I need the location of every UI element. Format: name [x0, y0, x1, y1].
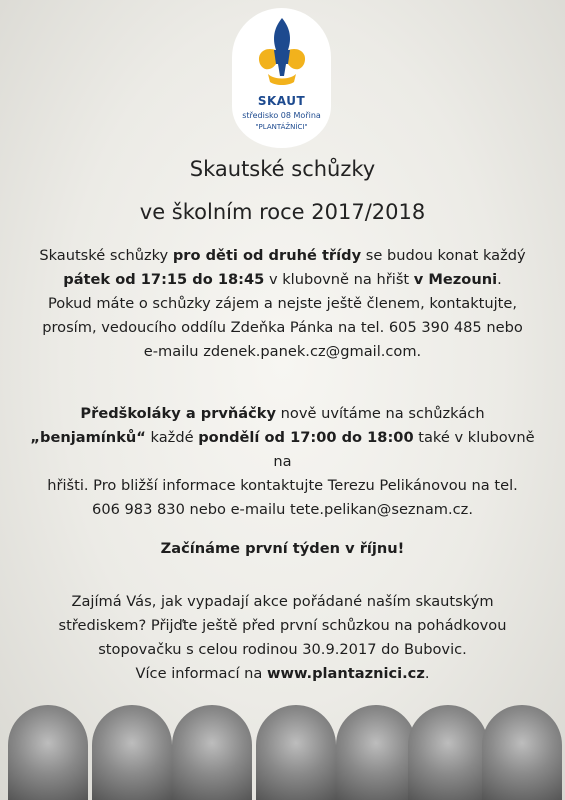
child-photo: [8, 705, 88, 800]
para4-line2: střediskem? Přijďte ještě před první schůzkou na pohádkovou: [58, 617, 507, 634]
para4-line4: Více informací na www.plantaznici.cz.: [135, 665, 430, 682]
para4-line1: Zajímá Vás, jak vypadají akce pořádané naším skautským: [71, 593, 494, 610]
para1-line5: e-mailu zdenek.panek.cz@gmail.com.: [143, 343, 422, 360]
para1-line4: prosím, vedoucího oddílu Zdeňka Pánka na tel. 605 390 485 nebo: [42, 319, 523, 336]
start-announcement: Začínáme první týden v říjnu!: [160, 540, 405, 557]
para2-line3: hřišti. Pro bližší informace kontaktujte Terezu Pelikánovou na tel.: [47, 477, 518, 494]
paragraph-events: [20, 590, 545, 686]
page-title-line1: Skautské schůzky: [189, 157, 376, 181]
logo-title: SKAUT: [257, 94, 306, 108]
logo-subtitle: středisko 08 Mořina: [242, 111, 321, 120]
scout-lily-icon: [254, 16, 310, 90]
child-photo: [408, 705, 488, 800]
para1-line1: Skautské schůzky pro děti od druhé třídy se budou konat každý: [39, 247, 526, 264]
child-photo: [256, 705, 336, 800]
child-photo: [482, 705, 562, 800]
para2-line4: 606 983 830 nebo e-mailu tete.pelikan@seznam.cz.: [92, 501, 473, 518]
para2-line1: Předškoláky a prvňáčky nově uvítáme na schůzkách: [80, 405, 485, 422]
child-photo: [92, 705, 172, 800]
child-photo: [172, 705, 252, 800]
child-photo: [336, 705, 416, 800]
paragraph-benjaminci: [20, 402, 545, 522]
para1-line3: Pokud máte o schůzky zájem a nejste ještě členem, kontaktujte,: [47, 295, 518, 312]
logo-subtitle-2: "PLANTÁŽNÍCI": [255, 123, 308, 131]
children-photos-strip: [0, 705, 565, 800]
para4-line3: stopovačku s celou rodinou 30.9.2017 do Bubovic.: [98, 641, 467, 658]
para1-line2: pátek od 17:15 do 18:45 v klubovně na hřišt v Mezouni.: [63, 271, 502, 288]
website-link[interactable]: www.plantaznici.cz: [267, 665, 425, 682]
page-title-line2: ve školním roce 2017/2018: [139, 200, 426, 224]
para2-line2: „benjamínků“ každé pondělí od 17:00 do 18:00 také v klubovně na: [30, 429, 535, 470]
paragraph-meetings: [20, 244, 545, 364]
skaut-logo-badge: [232, 8, 331, 148]
